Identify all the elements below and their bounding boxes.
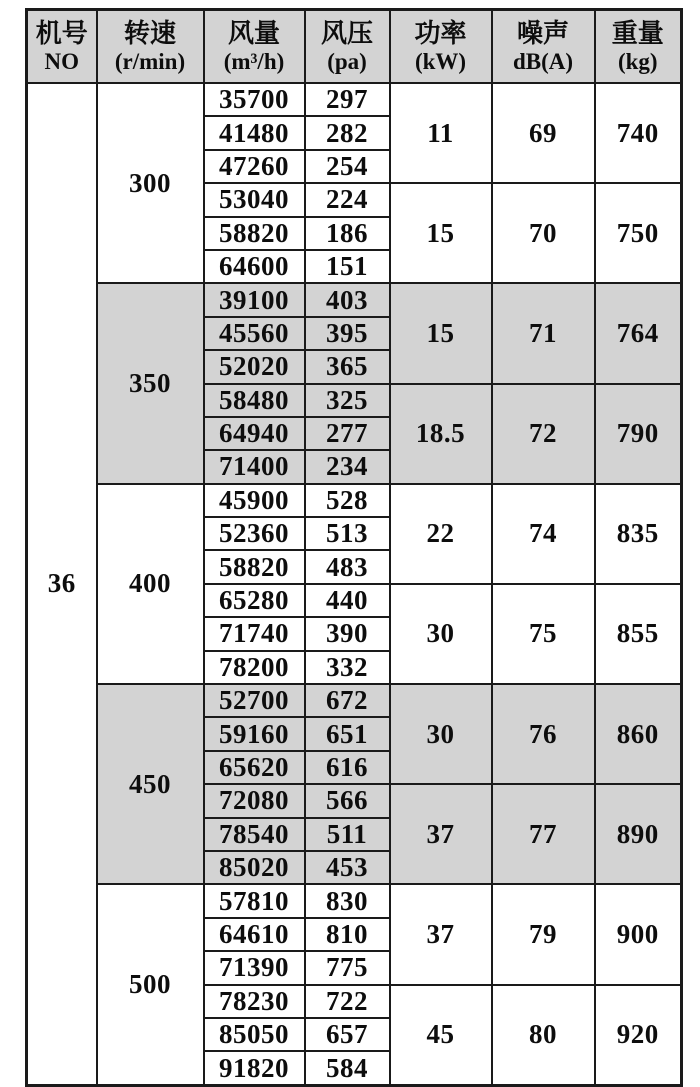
flow-cell: 45560: [204, 317, 305, 350]
speed-cell: 400: [97, 484, 204, 684]
flow-cell: 47260: [204, 150, 305, 183]
header-subtitle-power: (kW): [414, 49, 467, 75]
noise-cell: 71: [492, 283, 595, 383]
fan-performance-table: [25, 8, 683, 1087]
pressure-cell: 651: [305, 717, 390, 750]
flow-cell: 39100: [204, 283, 305, 316]
weight-cell: 920: [595, 985, 682, 1086]
header-title-power: 功率: [414, 19, 467, 49]
weight-cell: 835: [595, 484, 682, 584]
flow-cell: 85020: [204, 851, 305, 884]
power-cell: 15: [390, 183, 492, 283]
header-subtitle-speed: (r/min): [114, 49, 186, 75]
flow-cell: 65620: [204, 751, 305, 784]
header-cell-weight: [595, 10, 682, 84]
flow-cell: 78540: [204, 818, 305, 851]
header-title-machine: 机号: [35, 19, 88, 49]
flow-cell: 72080: [204, 784, 305, 817]
pressure-cell: 186: [305, 217, 390, 250]
noise-cell: 75: [492, 584, 595, 684]
header-subtitle-flow: (m³/h): [223, 49, 285, 75]
weight-cell: 890: [595, 784, 682, 884]
table-header: [27, 10, 682, 84]
noise-cell: 69: [492, 83, 595, 183]
pressure-cell: 440: [305, 584, 390, 617]
flow-cell: 85050: [204, 1018, 305, 1051]
speed-cell: 350: [97, 283, 204, 483]
weight-cell: 900: [595, 884, 682, 984]
pressure-cell: 403: [305, 283, 390, 316]
header-title-flow: 风量: [227, 19, 280, 49]
header-cell-pressure: [305, 10, 390, 84]
pressure-cell: 511: [305, 818, 390, 851]
flow-cell: 71740: [204, 617, 305, 650]
noise-cell: 76: [492, 684, 595, 784]
speed-cell: 500: [97, 884, 204, 1085]
flow-cell: 58820: [204, 550, 305, 583]
pressure-cell: 395: [305, 317, 390, 350]
pressure-cell: 453: [305, 851, 390, 884]
pressure-cell: 722: [305, 985, 390, 1018]
header-subtitle-machine: NO: [44, 49, 79, 75]
pressure-cell: 584: [305, 1051, 390, 1085]
pressure-cell: 332: [305, 651, 390, 684]
flow-cell: 41480: [204, 116, 305, 149]
header-cell-flow: [204, 10, 305, 84]
flow-cell: 64610: [204, 918, 305, 951]
header-row: [27, 10, 682, 84]
weight-cell: 855: [595, 584, 682, 684]
flow-cell: 64940: [204, 417, 305, 450]
pressure-cell: 325: [305, 384, 390, 417]
noise-cell: 70: [492, 183, 595, 283]
pressure-cell: 672: [305, 684, 390, 717]
flow-cell: 78230: [204, 985, 305, 1018]
table-row: [27, 884, 682, 917]
header-cell-machine: [27, 10, 97, 84]
pressure-cell: 483: [305, 550, 390, 583]
flow-cell: 52700: [204, 684, 305, 717]
noise-cell: 72: [492, 384, 595, 484]
weight-cell: 750: [595, 183, 682, 283]
pressure-cell: 657: [305, 1018, 390, 1051]
pressure-cell: 224: [305, 183, 390, 216]
pressure-cell: 277: [305, 417, 390, 450]
power-cell: 45: [390, 985, 492, 1086]
flow-cell: 71390: [204, 951, 305, 984]
speed-cell: 300: [97, 83, 204, 283]
noise-cell: 79: [492, 884, 595, 984]
pressure-cell: 282: [305, 116, 390, 149]
noise-cell: 80: [492, 985, 595, 1086]
header-subtitle-weight: (kg): [617, 49, 658, 75]
noise-cell: 74: [492, 484, 595, 584]
flow-cell: 53040: [204, 183, 305, 216]
header-title-noise: 噪声: [516, 19, 569, 49]
power-cell: 11: [390, 83, 492, 183]
header-title-weight: 重量: [611, 19, 664, 49]
pressure-cell: 234: [305, 450, 390, 483]
noise-cell: 77: [492, 784, 595, 884]
header-cell-speed: [97, 10, 204, 84]
machine-no-cell: 36: [27, 83, 97, 1085]
pressure-cell: 365: [305, 350, 390, 383]
power-cell: 30: [390, 684, 492, 784]
weight-cell: 740: [595, 83, 682, 183]
power-cell: 37: [390, 884, 492, 984]
weight-cell: 860: [595, 684, 682, 784]
pressure-cell: 830: [305, 884, 390, 917]
power-cell: 22: [390, 484, 492, 584]
power-cell: 30: [390, 584, 492, 684]
pressure-cell: 616: [305, 751, 390, 784]
pressure-cell: 254: [305, 150, 390, 183]
flow-cell: 35700: [204, 83, 305, 116]
pressure-cell: 390: [305, 617, 390, 650]
table-row: [27, 484, 682, 517]
flow-cell: 52020: [204, 350, 305, 383]
pressure-cell: 151: [305, 250, 390, 283]
flow-cell: 91820: [204, 1051, 305, 1085]
pressure-cell: 566: [305, 784, 390, 817]
flow-cell: 52360: [204, 517, 305, 550]
power-cell: 37: [390, 784, 492, 884]
header-title-pressure: 风压: [320, 19, 373, 49]
table-body: [27, 83, 682, 1085]
flow-cell: 57810: [204, 884, 305, 917]
flow-cell: 78200: [204, 651, 305, 684]
flow-cell: 65280: [204, 584, 305, 617]
flow-cell: 71400: [204, 450, 305, 483]
flow-cell: 58820: [204, 217, 305, 250]
header-title-speed: 转速: [123, 19, 176, 49]
power-cell: 15: [390, 283, 492, 383]
weight-cell: 790: [595, 384, 682, 484]
flow-cell: 58480: [204, 384, 305, 417]
header-cell-power: [390, 10, 492, 84]
speed-cell: 450: [97, 684, 204, 884]
header-subtitle-pressure: (pa): [327, 49, 367, 75]
power-cell: 18.5: [390, 384, 492, 484]
pressure-cell: 297: [305, 83, 390, 116]
table-row: [27, 283, 682, 316]
fan-performance-table-wrap: [25, 8, 683, 1087]
table-row: [27, 684, 682, 717]
pressure-cell: 513: [305, 517, 390, 550]
weight-cell: 764: [595, 283, 682, 383]
pressure-cell: 810: [305, 918, 390, 951]
header-cell-noise: [492, 10, 595, 84]
header-subtitle-noise: dB(A): [512, 49, 574, 75]
flow-cell: 64600: [204, 250, 305, 283]
flow-cell: 45900: [204, 484, 305, 517]
pressure-cell: 528: [305, 484, 390, 517]
flow-cell: 59160: [204, 717, 305, 750]
table-row: [27, 83, 682, 116]
pressure-cell: 775: [305, 951, 390, 984]
